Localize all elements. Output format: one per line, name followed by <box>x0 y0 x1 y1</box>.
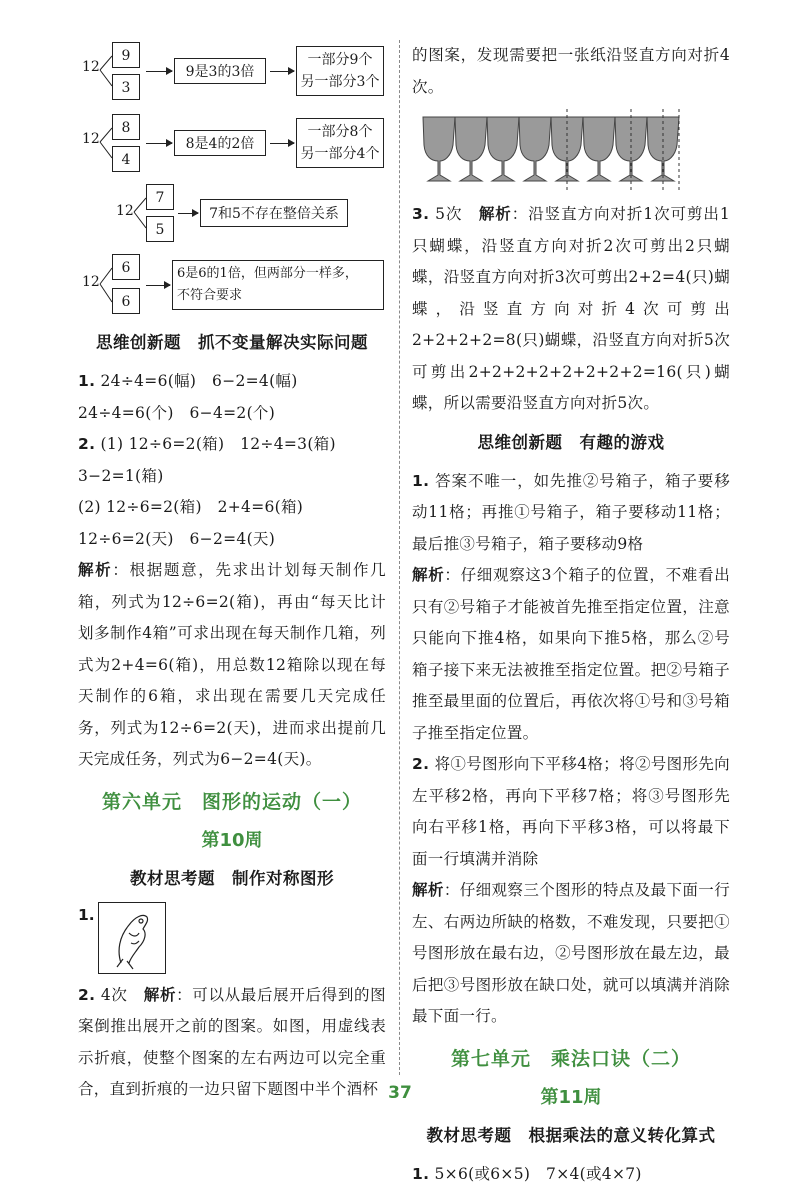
result-line: 一部分8个 <box>297 121 383 143</box>
branch-lines <box>132 182 146 244</box>
question-number: 1. <box>78 906 95 924</box>
part-box-bottom: 4 <box>112 146 140 172</box>
arrow-icon <box>178 213 198 214</box>
week-title: 第10周 <box>78 824 386 858</box>
analysis-label: 解析 <box>144 986 176 1004</box>
answer-q2-line4: 12÷6=2(天) 6−2=4(天) <box>78 524 386 556</box>
result-box <box>296 46 384 96</box>
split-diagram-2 <box>78 112 386 174</box>
relation-box <box>172 260 384 310</box>
split-diagram-3 <box>78 182 386 244</box>
part-box-top: 7 <box>146 184 174 210</box>
analysis-label: 解析 <box>78 561 112 579</box>
total-label: 12 <box>82 274 100 290</box>
answer-q2-line2: 3−2=1(箱) <box>78 461 386 493</box>
page-number: 37 <box>0 1083 800 1103</box>
section-title: 思维创新题 有趣的游戏 <box>412 426 730 460</box>
branch-lines <box>98 40 112 102</box>
answer-text: 5×6(或6×5) 7×4(或4×7) <box>435 1165 642 1183</box>
analysis-label: 解析 <box>412 881 444 899</box>
fish-figure-frame <box>98 902 166 974</box>
answer-q2-line3: (2) 12÷6=2(箱) 2+4=6(箱) <box>78 492 386 524</box>
question-number: 3. <box>412 205 429 223</box>
question-number: 2. <box>78 435 95 453</box>
analysis-label: 解析 <box>412 566 444 584</box>
answer-text: 将①号图形向下平移4格；将②号图形先向左平移2格，再向下平移7格；将③号图形先向右平移1格，再向下平移3格，可以将最下面一行填满并消除 <box>412 755 730 868</box>
split-diagram-4 <box>78 252 386 318</box>
column-divider <box>399 40 400 1075</box>
part-box-bottom: 6 <box>112 288 140 314</box>
continued-text: 的图案，发现需要把一张纸沿竖直方向对折4次。 <box>412 40 730 103</box>
branch-lines <box>98 112 112 174</box>
answer-q2-line1 <box>78 429 386 461</box>
relation-box: 7和5不存在整倍关系 <box>200 199 348 227</box>
unit-title: 第六单元 图形的运动（一） <box>78 784 386 820</box>
result-line: 一部分9个 <box>297 49 383 71</box>
right-column <box>412 40 730 1190</box>
total-label: 12 <box>82 131 100 147</box>
unit-title: 第七单元 乘法口诀（二） <box>412 1041 730 1077</box>
answer-r2 <box>412 749 730 875</box>
answer-r3 <box>412 1159 730 1190</box>
answer-value: 4次 <box>101 986 128 1004</box>
result-line: 另一部分4个 <box>297 143 383 165</box>
question-number: 1. <box>78 372 95 390</box>
question-number: 1. <box>412 1165 429 1183</box>
question-number: 2. <box>78 986 95 1004</box>
result-line: 另一部分3个 <box>297 71 383 93</box>
answer-q1-line1 <box>78 366 386 398</box>
arrow-icon <box>146 71 172 72</box>
question-number: 1. <box>412 472 429 490</box>
arrow-icon <box>146 143 172 144</box>
arrow-icon <box>270 71 294 72</box>
part-box-top: 9 <box>112 42 140 68</box>
section-title: 教材思考题 制作对称图形 <box>78 862 386 896</box>
wine-glass-row-icon <box>420 109 720 193</box>
relation-line: 不符合要求 <box>177 285 383 307</box>
part-box-bottom: 3 <box>112 74 140 100</box>
analysis-text: ：沿竖直方向对折1次可剪出1只蝴蝶，沿竖直方向对折2次可剪出2只蝴蝶，沿竖直方向对折3次可剪出2+2=4(只)蝴蝶，沿竖直方向对折4次可剪出2+2+2+2=8(只)蝴蝶，沿竖直方向对折5次可剪出2+2+2+2+2+2+2+2=16(只)蝴蝶，所以需要沿竖直方向对折5次。 <box>412 205 730 412</box>
arrow-icon <box>146 285 170 286</box>
analysis-label: 解析 <box>479 205 512 223</box>
analysis-text: ：可以从最后展开后得到的图案倒推出展开之前的图案。如图，用虚线表示折痕，使整个图案的左右两边可以完全重合，直到折痕的一边只留下题图中半个酒杯 <box>78 986 386 1099</box>
answer-text: 24÷4=6(幅) 6−2=4(幅) <box>101 372 298 390</box>
analysis-text: ：根据题意，先求出计划每天制作几箱，列式为12÷6=2(箱)，再由“每天比计划多制作4箱”可求出现在每天制作几箱，列式为2+4=6(箱)，用总数12箱除以现在每天制作的6箱，求出现在需要几天完成任务，列式为12÷6=2(天)，进而求出提前几天完成任务，列式为6−2=4(天)。 <box>78 561 386 768</box>
analysis-text: ：仔细观察这3个箱子的位置，不难看出只有②号箱子才能被首先推至指定位置，注意只能向下推4格，如果向下推5格，那么②号箱子接下来无法被推至指定位置。把②号箱子推至最里面的位置后，再依次将①号和③号箱子推至指定位置。 <box>412 566 730 742</box>
analysis-r1 <box>412 560 730 749</box>
relation-line: 6是6的1倍，但两部分一样多， <box>177 263 383 285</box>
wine-glasses-figure <box>420 109 730 195</box>
left-column <box>78 40 386 1106</box>
answer-q3 <box>412 199 730 420</box>
analysis-r2 <box>412 875 730 1033</box>
section-title: 教材思考题 根据乘法的意义转化算式 <box>412 1119 730 1153</box>
part-box-top: 8 <box>112 114 140 140</box>
answer-text: 答案不唯一，如先推②号箱子，箱子要移动11格；再推①号箱子，箱子要移动11格；最后推③号箱子，箱子要移动9格 <box>412 472 730 553</box>
result-box <box>296 118 384 168</box>
branch-lines <box>98 252 112 318</box>
fish-icon <box>99 903 165 973</box>
answer-r1 <box>412 466 730 561</box>
section-title: 思维创新题 抓不变量解决实际问题 <box>78 326 386 360</box>
total-label: 12 <box>82 59 100 75</box>
total-label: 12 <box>116 203 134 219</box>
split-diagram-1 <box>78 40 386 102</box>
analysis-paragraph <box>78 555 386 776</box>
relation-box: 8是4的2倍 <box>174 130 266 156</box>
analysis-text: ：仔细观察三个图形的特点及最下面一行左、右两边所缺的格数，不难发现，只要把①号图形放在最右边，②号图形放在最左边，最后把③号图形放在缺口处，就可以填满并消除最下面一行。 <box>412 881 730 1025</box>
answer-text: (1) 12÷6=2(箱) 12÷4=3(箱) <box>101 435 336 453</box>
answer-q1-line2: 24÷4=6(个) 6−4=2(个) <box>78 398 386 430</box>
answer-value: 5次 <box>435 205 462 223</box>
answer-q1-figure <box>78 902 386 980</box>
part-box-top: 6 <box>112 254 140 280</box>
question-number: 2. <box>412 755 429 773</box>
arrow-icon <box>270 143 294 144</box>
relation-box: 9是3的3倍 <box>174 58 266 84</box>
week-title: 第11周 <box>412 1081 730 1115</box>
part-box-bottom: 5 <box>146 216 174 242</box>
